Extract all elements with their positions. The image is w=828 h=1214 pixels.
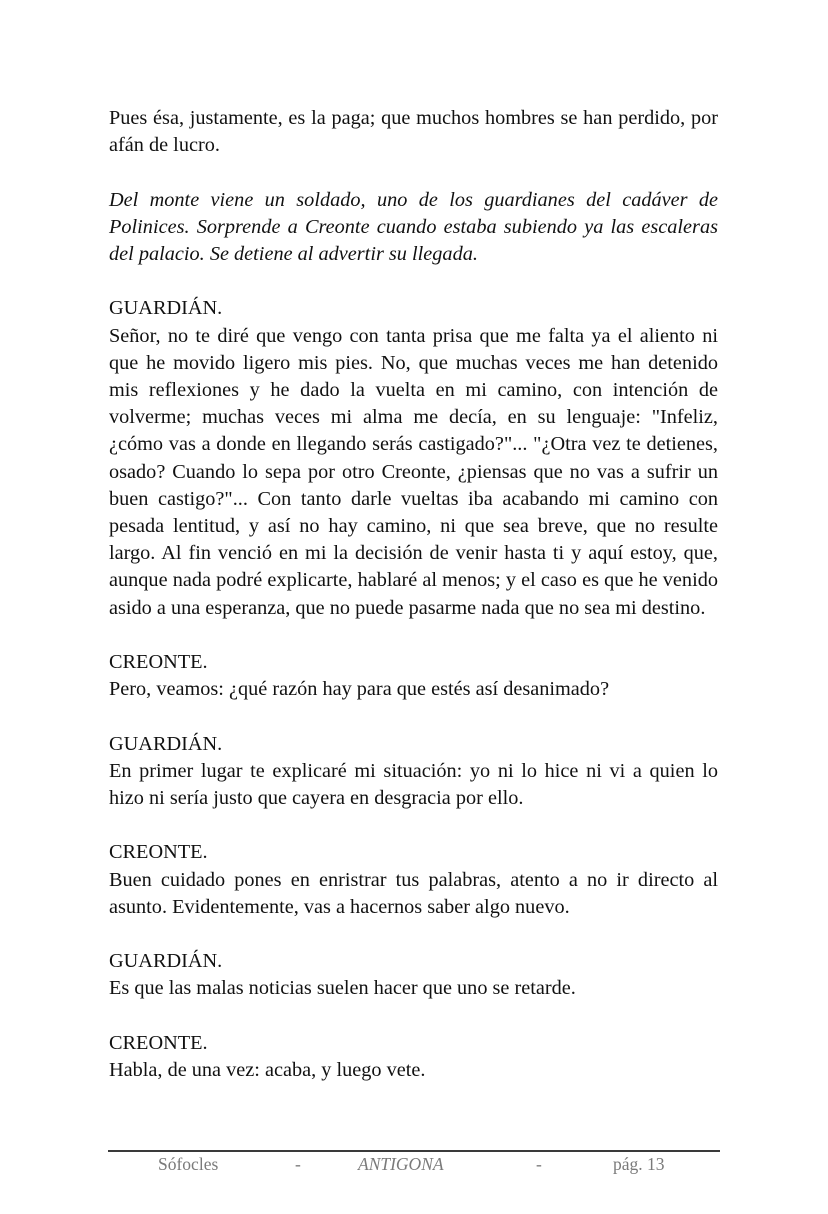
dialogue-block (109, 295, 718, 621)
speech-text: Pero, veamos: ¿qué razón hay para que estés así desanimado? (109, 678, 610, 701)
dialogue-block (109, 649, 718, 703)
speech-text: Buen cuidado pones en enristrar tus palabras, atento a no ir directo al asunto. Evidentemente, vas a hacernos saber algo nuevo. (109, 868, 718, 918)
speech-text: Señor, no te diré que vengo con tanta prisa que me falta ya el aliento ni que he movido ligero mis pies. No, que muchas veces me han detenido mis reflexiones y he dado la vuelta en mi camino, con intención de volverme; muchas veces mi alma me decía, en su lenguaje: "Infeliz, ¿cómo vas a donde en llegando serás castigado?"... "¿Otra vez te detienes, osado? Cuando lo sepa por otro Creonte, ¿piensas que no vas a sufrir un buen castigo?"... Con tanto darle vueltas iba acabando mi camino con pesada lentitud, y así no hay camino, ni que sea breve, que no resulte largo. Al fin venció en mi la decisión de venir hasta ti y aquí estoy, que, aunque nada podré explicarte, hablaré al menos; y el caso es que he venido asido a una esperanza, que no puede pasarme nada que no sea mi destino. (109, 324, 718, 619)
dialogue-block (109, 948, 718, 1002)
speaker-name: GUARDIÁN. (109, 950, 223, 973)
footer-divider (108, 1150, 720, 1152)
speaker-name: CREONTE. (109, 651, 208, 674)
stage-direction: Del monte viene un soldado, uno de los guardianes del cadáver de Polinices. Sorprende a Creonte cuando estaba subiendo ya las escaleras del palacio. Se detiene al advertir su llegada. (109, 188, 718, 265)
speaker-name: GUARDIÁN. (109, 732, 223, 755)
dialogue-block (109, 839, 718, 921)
speech-text: Habla, de una vez: acaba, y luego vete. (109, 1059, 426, 1081)
speech-text: Es que las malas noticias suelen hacer que uno se retarde. (109, 977, 576, 1000)
document-page (109, 105, 718, 1111)
speech-continuation: Pues ésa, justamente, es la paga; que muchos hombres se han perdido, por afán de lucro. (109, 107, 718, 157)
speech-text: En primer lugar te explicaré mi situación: yo ni lo hice ni vi a quien lo hizo ni sería justo que cayera en desgracia por ello. (109, 759, 718, 810)
speaker-name: CREONTE. (109, 1031, 208, 1054)
dialogue-block (109, 1030, 718, 1084)
page-footer (108, 1154, 720, 1178)
footer-title: ANTIGONA (358, 1154, 444, 1174)
footer-author: Sófocles (158, 1154, 219, 1174)
footer-separator: - (295, 1154, 301, 1174)
dialogue-block (109, 731, 718, 813)
footer-separator: - (536, 1154, 542, 1174)
speaker-name: CREONTE. (109, 841, 208, 864)
speaker-name: GUARDIÁN. (109, 297, 223, 320)
page-number: pág. 13 (613, 1154, 665, 1174)
